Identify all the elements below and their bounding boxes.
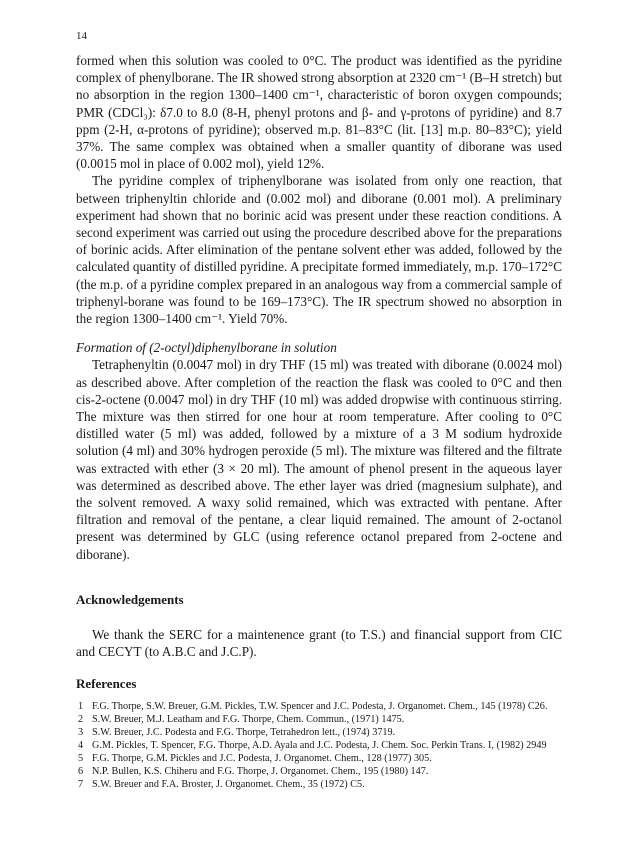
body-text (76, 52, 562, 563)
references-heading: References (76, 676, 137, 691)
reference-item (76, 726, 562, 739)
reference-item (76, 778, 562, 791)
reference-number: 5 (78, 753, 84, 764)
reference-number: 4 (78, 740, 84, 751)
paragraph-phenylborane-complex: formed when this solution was cooled to 0°C. The product was identified as the pyridine complex of phenylborane. The IR showed strong absorption at 2320 cm⁻¹ (B–H stretch) but no absorption in the region 1300–1400 cm⁻¹, characteristic of boron oxygen compounds; PMR (CDCl₃): δ7.0 to 8.0 (8-H, phenyl protons and β- and γ-protons of pyridine) and 8.7 ppm (2-H, α-protons of pyridine); observed m.p. 81–83°C (lit. [13] m.p. 80–83°C); yield 37%. The same complex was obtained when a smaller quantity of diborane was used (0.0015 mol in place of 0.002 mol), yield 12%. (76, 53, 562, 172)
reference-text: F.G. Thorpe, S.W. Breuer, G.M. Pickles, T.W. Spencer and J.C. Podesta, J. Organomet. Chem., 145 (1978) C26. (92, 701, 548, 712)
reference-item (76, 739, 562, 752)
reference-text: G.M. Pickles, T. Spencer, F.G. Thorpe, A.D. Ayala and J.C. Podesta, J. Chem. Soc. Perkin Trans. I, (1982) 2949 (92, 740, 547, 751)
reference-number: 7 (78, 779, 84, 790)
reference-text: S.W. Breuer, J.C. Podesta and F.G. Thorpe, Tetrahedron lett., (1974) 3719. (92, 727, 396, 738)
reference-text: S.W. Breuer and F.A. Broster, J. Organomet. Chem., 35 (1972) C5. (92, 779, 365, 790)
reference-number: 6 (78, 766, 84, 777)
reference-item (76, 752, 562, 765)
reference-item (76, 700, 562, 713)
reference-number: 1 (78, 701, 84, 712)
acknowledgements-text: We thank the SERC for a maintenence grant (to T.S.) and financial support from CIC and CECYT (to A.B.C and J.C.P). (76, 627, 562, 660)
paragraph-triphenylborane-complex: The pyridine complex of triphenylborane was isolated from only one reaction, that between triphenyltin chloride and (0.002 mol) and diborane (0.001 mol). A preliminary experiment had shown that no borinic acid was present under these reaction conditions. A second experiment was carried out using the procedure described above for the preparations of borinic acids. After elimination of the pentane solvent ether was added, followed by the calculated quantity of distilled pyridine. A precipitate formed immediately, m.p. 170–172°C (the m.p. of a pyridine complex prepared in an analogous way from a commercial sample of triphenyl-borane was found to be 169–173°C). The IR spectrum showed no absorption in the region 1300–1400 cm⁻¹. Yield 70%. (76, 173, 562, 327)
section-heading: Formation of (2-octyl)diphenylborane in solution (76, 340, 337, 356)
paragraph-octyl-diphenylborane: Tetraphenyltin (0.0047 mol) in dry THF (15 ml) was treated with diborane (0.0024 mol) as described above. After completion of the reaction the flask was cooled to 0°C and then cis-2-octene (0.0047 mol) in dry THF (10 ml) was added dropwise with continuous stirring. The mixture was then stirred for one hour at room temperature. After cooling to 0°C distilled water (5 ml) was added, followed by a mixture of a 3 M sodium hydroxide solution (4 ml) and 30% hydrogen peroxide (5 ml). The mixture was filtered and the filtrate was extracted with ether (3 × 20 ml). The amount of phenol present in the aqueous layer was determined as described above. The ether layer was dried (magnesium sulphate), and the solvent removed. A waxy solid remained, which was extracted with pentane. After filtration and removal of the pentane, a clear liquid remained. The amount of 2-octanol present was determined by GLC (using reference octanol prepared from 2-octene and diborane). (76, 357, 562, 562)
reference-item (76, 713, 562, 726)
references-list (76, 700, 562, 791)
reference-number: 3 (78, 727, 84, 738)
reference-item (76, 765, 562, 778)
acknowledgements-heading: Acknowledgements (76, 592, 184, 607)
reference-text: F.G. Thorpe, G.M. Pickles and J.C. Podesta, J. Organomet. Chem., 128 (1977) 305. (92, 753, 432, 764)
reference-number: 2 (78, 714, 84, 725)
reference-text: S.W. Breuer, M.J. Leatham and F.G. Thorpe, Chem. Commun., (1971) 1475. (92, 714, 405, 725)
page-number: 14 (76, 30, 87, 42)
reference-text: N.P. Bullen, K.S. Chiheru and F.G. Thorpe, J. Organomet. Chem., 195 (1980) 147. (92, 766, 429, 777)
